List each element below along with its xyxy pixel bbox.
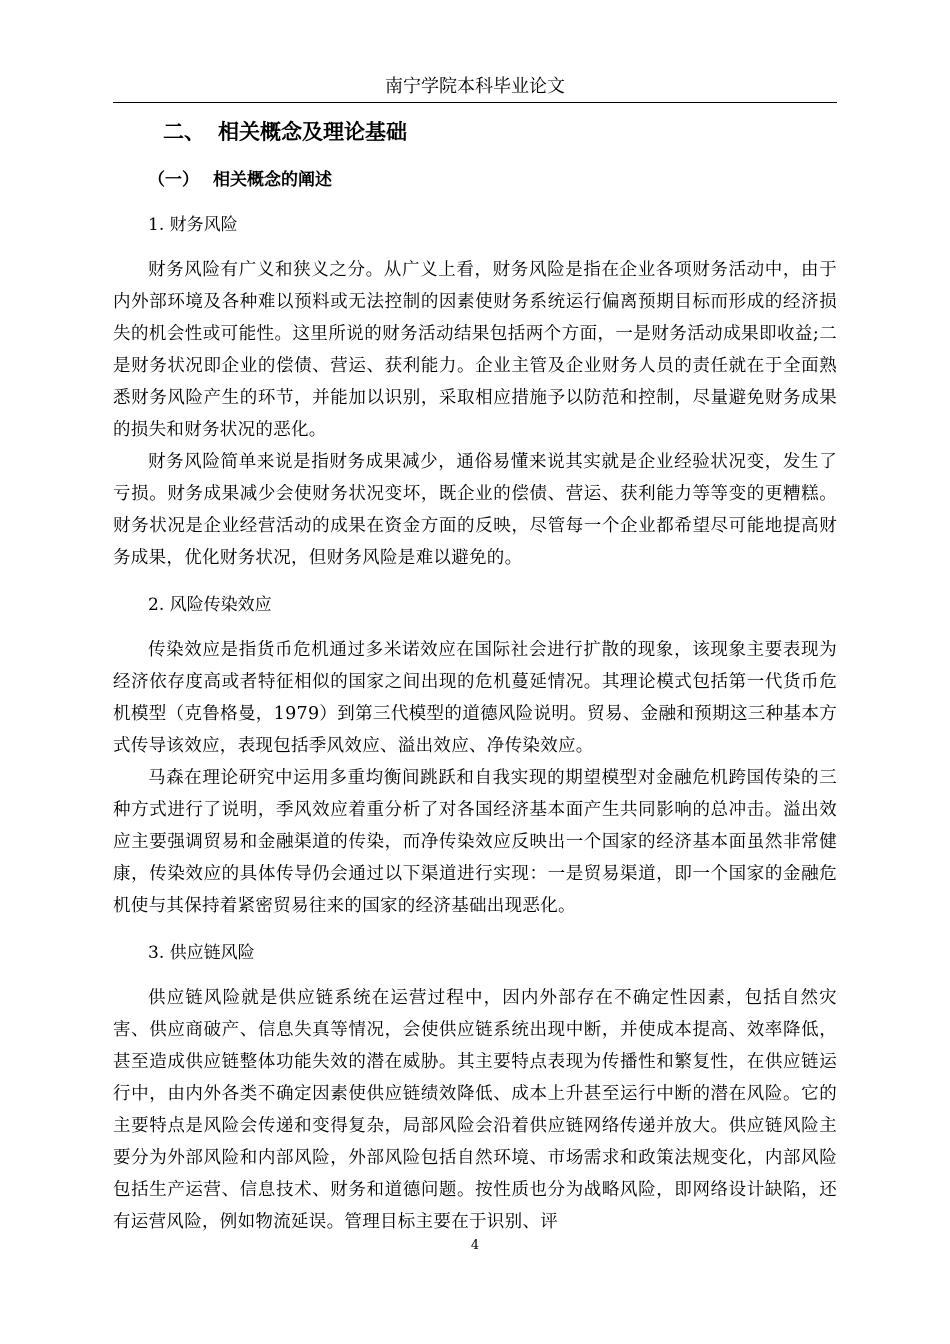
item-heading-supply-chain-risk: 3. 供应链风险 [148, 943, 255, 963]
subsection-heading [113, 166, 837, 194]
header-divider [113, 102, 837, 103]
section-number: 二、 [163, 119, 205, 144]
paragraph: 传染效应是指货币危机通过多米诺效应在国际社会进行扩散的现象，该现象主要表现为经济依存度高或者特征相似的国家之间出现的危机蔓延情况。其理论模式包括第一代货币危机模型（克鲁格曼，1979）到第三代模型的道德风险说明。贸易、金融和预期这三种基本方式传导该效应，表现包括季风效应、溢出效应、净传染效应。 [113, 640, 837, 756]
page-content [113, 116, 837, 1238]
page-header: 南宁学院本科毕业论文 [385, 76, 565, 97]
item-heading-financial-risk: 1. 财务风险 [148, 215, 238, 235]
section-heading [113, 116, 837, 148]
paragraph: 马森在理论研究中运用多重均衡间跳跃和自我实现的期望模型对金融危机跨国传染的三种方式进行了说明，季风效应着重分析了对各国经济基本面产生共同影响的总冲击。溢出效应主要强调贸易和金融渠道的传染，而净传染效应反映出一个国家的经济基本面虽然非常健康，传染效应的具体传导仍会通过以下渠道进行实现：一是贸易渠道，即一个国家的金融危机使与其保持着紧密贸易往来的国家的经济基础出现恶化。 [113, 768, 837, 916]
section-title: 相关概念及理论基础 [218, 119, 407, 144]
item-heading-contagion-effect: 2. 风险传染效应 [148, 595, 272, 615]
subsection-number: （一） [148, 170, 199, 190]
subsection-title: 相关概念的阐述 [213, 170, 332, 190]
paragraph: 财务风险有广义和狭义之分。从广义上看，财务风险是指在企业各项财务活动中，由于内外部环境及各种难以预料或无法控制的因素使财务系统运行偏离预期目标而形成的经济损失的机会性或可能性。这里所说的财务活动结果包括两个方面，一是财务活动成果即收益;二是财务状况即企业的偿债、营运、获利能力。企业主管及企业财务人员的责任就在于全面熟悉财务风险产生的环节，并能加以识别，采取相应措施予以防范和控制，尽量避免财务成果的损失和财务状况的恶化。 [113, 260, 837, 440]
paragraph: 供应链风险就是供应链系统在运营过程中，因内外部存在不确定性因素，包括自然灾害、供应商破产、信息失真等情况，会使供应链系统出现中断，并使成本提高、效率降低，甚至造成供应链整体功能失效的潜在威胁。其主要特点表现为传播性和繁复性，在供应链运行中，由内外各类不确定因素使供应链绩效降低、成本上升甚至运行中断的潜在风险。它的主要特点是风险会传递和变得复杂，局部风险会沿着供应链网络传递并放大。供应链风险主要分为外部风险和内部风险，外部风险包括自然环境、市场需求和政策法规变化，内部风险包括生产运营、信息技术、财务和道德问题。按性质也分为战略风险，即网络设计缺陷，还有运营风险，例如物流延误。管理目标主要在于识别、评 [113, 988, 837, 1232]
page-number: 4 [470, 1238, 480, 1253]
paragraph: 财务风险简单来说是指财务成果减少，通俗易懂来说其实就是企业经验状况变，发生了亏损。财务成果减少会使财务状况变坏，既企业的偿债、营运、获利能力等等变的更糟糕。财务状况是企业经营活动的成果在资金方面的反映，尽管每一个企业都希望尽可能地提高财务成果，优化财务状况，但财务风险是难以避免的。 [113, 452, 837, 568]
